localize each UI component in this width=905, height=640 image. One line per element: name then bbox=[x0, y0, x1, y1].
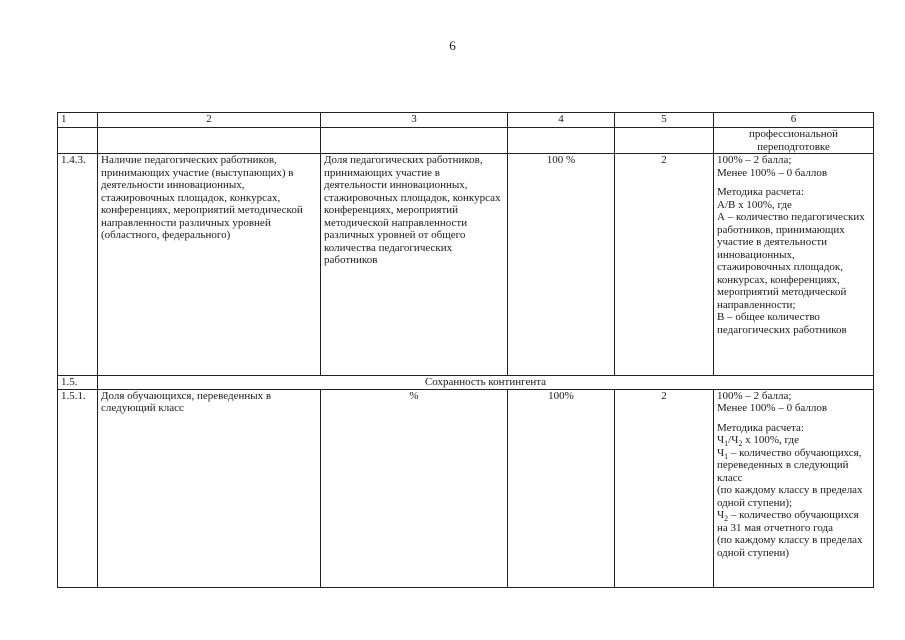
cell-empty bbox=[321, 128, 508, 154]
header-cell: 1 bbox=[58, 113, 98, 128]
criteria-line: 100% – 2 балла; bbox=[717, 154, 792, 166]
header-cell: 6 bbox=[714, 113, 874, 128]
formula: $Ч_1/Ч_2$ х 100%, где bbox=[717, 434, 799, 449]
table-header-row bbox=[58, 113, 874, 128]
cell-empty bbox=[615, 128, 714, 154]
continuation-text: профессиональной переподготовке bbox=[714, 128, 874, 154]
header-cell: 5 bbox=[615, 113, 714, 128]
criteria-table bbox=[57, 112, 874, 588]
measure-cell: % bbox=[321, 389, 508, 587]
section-number: 1.5. bbox=[58, 376, 98, 390]
definition-b: В – общее количество педагогических работников bbox=[717, 311, 847, 336]
section-row bbox=[58, 376, 874, 390]
method-title: Методика расчета: bbox=[717, 186, 804, 198]
cell-empty bbox=[58, 128, 98, 154]
criteria-line: Менее 100% – 0 баллов bbox=[717, 166, 828, 179]
header-cell: 2 bbox=[98, 113, 321, 128]
criteria-line: Менее 100% – 0 баллов bbox=[717, 402, 828, 414]
cell-empty bbox=[98, 128, 321, 154]
table-row bbox=[58, 389, 874, 587]
section-title: Сохранность контингента bbox=[98, 376, 874, 390]
value-cell: 100% bbox=[508, 389, 615, 587]
measure-cell: Доля педагогических работников, принимающих участие в деятельности инновационных, стажировочных площадок, конкурсах конференциях, мероприятий методической направленности различных уровней от общего количества педагогических работников bbox=[321, 154, 508, 376]
criteria-cell bbox=[714, 389, 874, 587]
formula: А/В х 100%, где bbox=[717, 198, 792, 211]
criteria-cell bbox=[714, 154, 874, 376]
definition-a: А – количество педагогических работников, принимающих участие в деятельности инновационных, стажировочных площадок, конкурсах, конференциях, мероприятий методической направленности; bbox=[717, 211, 865, 311]
cell-empty bbox=[508, 128, 615, 154]
table-row bbox=[58, 154, 874, 376]
definition-ch1-note: (по каждому классу в пределах одной ступени); bbox=[717, 484, 863, 509]
definition-ch1: $Ч_1$ – количество обучающихся, переведенных в следующий класс bbox=[717, 446, 862, 484]
header-cell: 4 bbox=[508, 113, 615, 128]
definition-ch2: $Ч_2$ – количество обучающихся на 31 мая отчетного года bbox=[717, 509, 859, 534]
page-number: 6 bbox=[449, 38, 456, 53]
header-cell: 3 bbox=[321, 113, 508, 128]
score-cell: 2 bbox=[615, 389, 714, 587]
value-cell: 100 % bbox=[508, 154, 615, 376]
row-number: 1.4.3. bbox=[58, 154, 98, 376]
indicator-cell: Доля обучающихся, переведенных в следующий класс bbox=[98, 389, 321, 587]
indicator-cell: Наличие педагогических работников, принимающих участие (выступающих) в деятельности инновационных, стажировочных площадок, конкурсах, конференциях, мероприятий методической направленности различных уровней (областного, федерального) bbox=[98, 154, 321, 376]
criteria-line: 100% – 2 балла; bbox=[717, 389, 792, 402]
score-cell: 2 bbox=[615, 154, 714, 376]
row-number: 1.5.1. bbox=[58, 389, 98, 587]
method-title: Методика расчета: bbox=[717, 421, 804, 434]
table-row-continuation bbox=[58, 128, 874, 154]
definition-ch2-note: (по каждому классу в пределах одной ступени) bbox=[717, 534, 863, 559]
